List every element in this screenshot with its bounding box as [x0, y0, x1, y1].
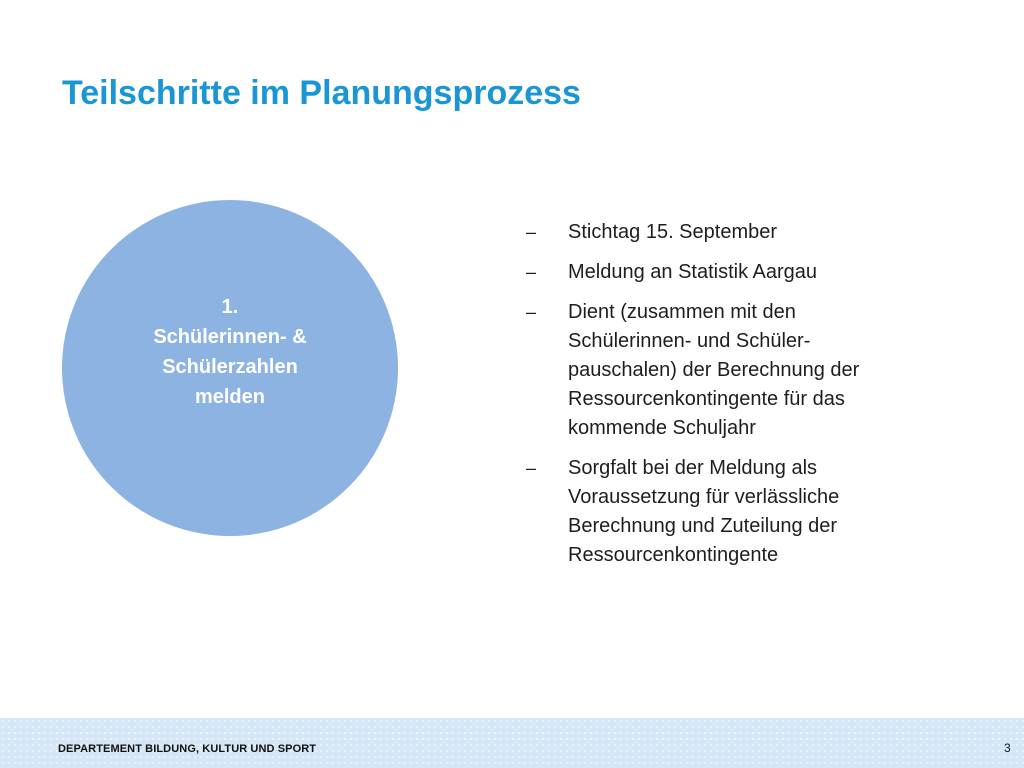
bullet-line: Schülerinnen- und Schüler- [568, 330, 811, 352]
step-number: 1. [221, 296, 239, 318]
bullet-line: Voraussetzung für verlässliche [568, 486, 840, 508]
bullet-line: Stichtag 15. September [568, 221, 778, 243]
footer-department: DEPARTEMENT BILDUNG, KULTUR UND SPORT [58, 743, 317, 755]
dash-bullet-icon: – [526, 458, 537, 478]
bullet-text [568, 258, 817, 287]
slide-title: Teilschritte im Planungsprozess [62, 74, 581, 112]
page-number: 3 [1004, 741, 1011, 755]
dash-bullet-icon: – [526, 222, 537, 242]
dash-bullet-icon: – [526, 302, 537, 322]
bullet-item [526, 298, 966, 443]
bullet-line: Ressourcenkontingente [568, 544, 779, 566]
bullet-line: Berechnung und Zuteilung der [568, 515, 838, 537]
bullet-item [526, 218, 966, 247]
step-label [153, 292, 306, 412]
bullet-text [568, 454, 839, 570]
bullet-text [568, 298, 859, 443]
step-label-line: Schülerinnen- & [153, 326, 307, 348]
step-label-line: Schülerzahlen [162, 356, 298, 378]
bullet-text [568, 218, 777, 247]
bullet-item [526, 454, 966, 570]
bullet-line: Ressourcenkontingente für das [568, 388, 845, 410]
dash-bullet-icon: – [526, 262, 537, 282]
step-circle [62, 200, 398, 536]
step-label-line: melden [194, 386, 265, 408]
bullet-line: Sorgfalt bei der Meldung als [568, 457, 818, 479]
bullet-line: Dient (zusammen mit den [568, 301, 796, 323]
bullet-list [526, 218, 966, 581]
bullet-line: kommende Schuljahr [568, 417, 756, 439]
bullet-item [526, 258, 966, 287]
bullet-line: Meldung an Statistik Aargau [568, 261, 818, 283]
bullet-line: pauschalen) der Berechnung der [568, 359, 860, 381]
